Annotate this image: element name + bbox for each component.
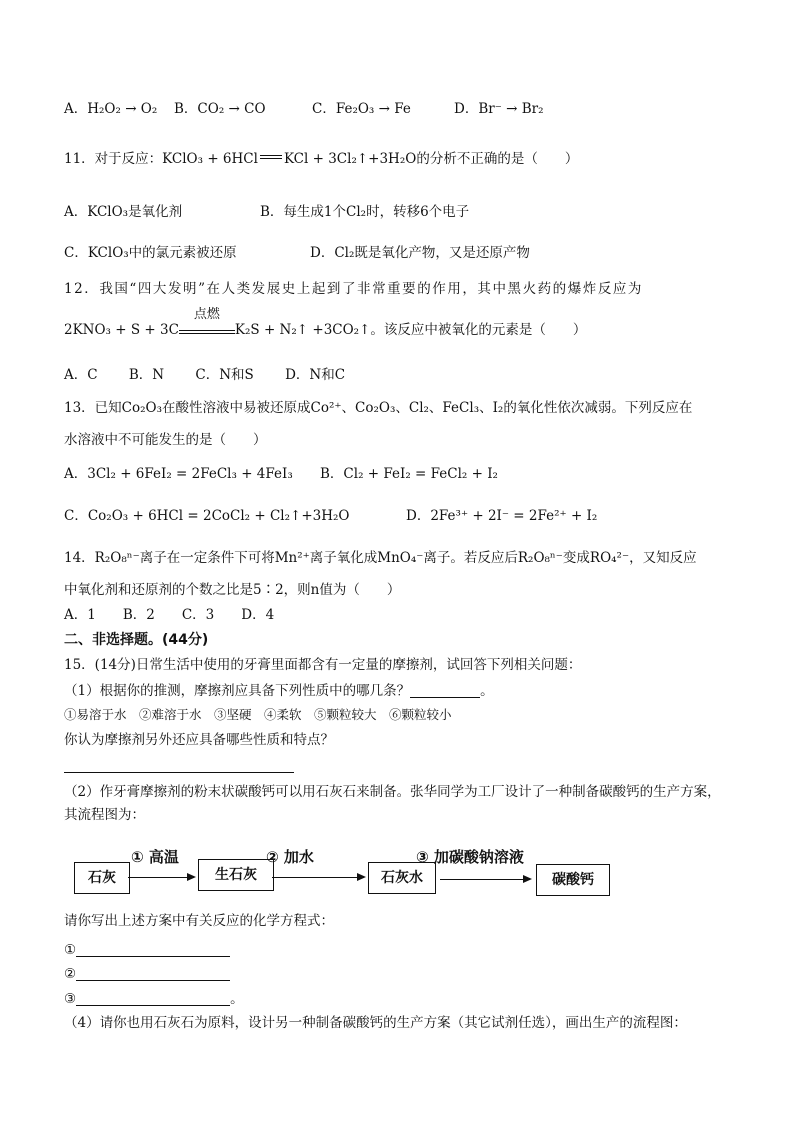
equals-sign-icon [260,155,282,159]
q15-part1-text: （1）根据你的推测，摩擦剂应具备下列性质中的哪几条？ [64,683,411,699]
q15-part1 [64,682,494,700]
q11-stem-prefix: 11．对于反应：KClO₃ + 6HCl [64,151,258,167]
q11-option-a: A．KClO₃是氧化剂 [64,204,183,220]
q14-options: A．1 B．2 C．3 D．4 [64,607,275,623]
q11-options-row1 [64,203,469,221]
q15-part2-line1: （2）作牙膏摩擦剂的粉末状碳酸钙可以用石灰石来制备。张华同学为工厂设计了一种制备碳酸钙的生产方案， [64,784,721,800]
q15-eq1 [64,941,230,959]
answer-line[interactable] [64,772,294,773]
q15-part1b: 你认为摩擦剂另外还应具备哪些性质和特点？ [64,732,334,748]
q14-stem-line2: 中氧化剂和还原剂的个数之比是5∶2，则n值为（ ） [64,582,401,598]
flow-box-lime: 石灰 [74,862,130,894]
arrow-right-icon [272,877,364,878]
q10-options [64,100,544,118]
flow-step-1: ① 高温 [131,848,179,866]
q13-stem-line1: 13．已知Co₂O₃在酸性溶液中易被还原成Co²⁺、Co₂O₃、Cl₂、FeCl₃、I₂的氧化性依次减弱。下列反应在 [64,400,693,416]
q15-part3: 请你写出上述方案中有关反应的化学方程式： [64,913,334,929]
q13-option-b: B．Cl₂ + FeI₂ = FeCl₂ + I₂ [320,466,498,482]
q15-part1-end: 。 [480,683,494,699]
section-heading: 二、非选择题。(44分) [64,632,209,648]
flow-step-2: ② 加水 [266,848,314,866]
q10-option-c: C．Fe₂O₃ → Fe [312,101,411,117]
flow-step-3: ③ 加碳酸钠溶液 [416,848,524,866]
q15-part4: （4）请你也用石灰石为原料，设计另一种制备碳酸钙的生产方案（其它试剂任选），画出生产的流程图： [64,1015,687,1031]
q12-eq-right: K₂S + N₂↑ +3CO₂↑。该反应中被氧化的元素是（ ） [234,322,587,338]
q11-option-d: D．Cl₂既是氧化产物，又是还原产物 [310,245,530,261]
q12-stem: 12．我国“四大发明”在人类发展史上起到了非常重要的作用，其中黑火药的爆炸反应为 [64,281,643,297]
q15-part2-line2: 其流程图为： [64,807,145,823]
reaction-condition [179,307,235,334]
answer-blank[interactable] [76,966,230,981]
q15-eq2 [64,965,230,983]
flow-box-quicklime: 生石灰 [198,859,274,891]
eq2-marker: ② [64,966,77,982]
q15-choices: ①易溶于水 ②难溶于水 ③坚硬 ④柔软 ⑤颗粒较大 ⑥颗粒较小 [64,707,452,722]
q15-intro: 15．(14分)日常生活中使用的牙膏里面都含有一定量的摩擦剂，试回答下列相关问题： [64,657,582,673]
reaction-condition-label: 点燃 [193,307,220,322]
q10-option-b: B．CO₂ → CO [174,101,266,117]
flow-box-limewater: 石灰水 [368,862,436,894]
q12-equation [64,307,587,339]
q10-option-d: D．Br⁻ → Br₂ [454,101,544,117]
eq3-marker: ③ [64,991,77,1007]
eq3-end: 。 [230,991,244,1007]
q13-options-row1 [64,465,498,483]
answer-blank[interactable] [76,991,230,1006]
double-line-icon [179,330,235,334]
flow-box-calcium-carbonate: 碳酸钙 [536,864,610,896]
q12-options: A．C B．N C．N和S D．N和C [64,367,346,383]
q12-eq-left: 2KNO₃ + S + 3C [64,322,179,338]
q13-option-d: D．2Fe³⁺ + 2I⁻ = 2Fe²⁺ + I₂ [406,508,598,524]
answer-blank[interactable] [76,942,230,957]
q15-eq3 [64,990,244,1008]
q11-options-row2 [64,244,530,262]
q14-stem-line1: 14．R₂O₈ⁿ⁻离子在一定条件下可将Mn²⁺离子氧化成MnO₄⁻离子。若反应后R₂O₈ⁿ⁻变成RO₄²⁻，又知反应 [64,550,697,566]
q13-stem-line2: 水溶液中不可能发生的是（ ） [64,432,267,448]
eq1-marker: ① [64,942,77,958]
arrow-right-icon [128,877,194,878]
q11-option-c: C．KClO₃中的氯元素被还原 [64,245,237,261]
answer-blank[interactable] [410,683,480,698]
q11-stem [64,150,578,168]
q13-option-c: C．Co₂O₃ + 6HCl = 2CoCl₂ + Cl₂↑+3H₂O [64,508,350,524]
q11-stem-suffix: KCl + 3Cl₂↑+3H₂O的分析不正确的是（ ） [283,151,579,167]
q11-option-b: B．每生成1个Cl₂时，转移6个电子 [260,204,470,220]
q13-options-row2 [64,507,597,525]
arrow-right-icon [440,879,530,880]
q10-option-a: A．H₂O₂ → O₂ [64,101,158,117]
q13-option-a: A．3Cl₂ + 6FeI₂ = 2FeCl₃ + 4FeI₃ [64,466,293,482]
